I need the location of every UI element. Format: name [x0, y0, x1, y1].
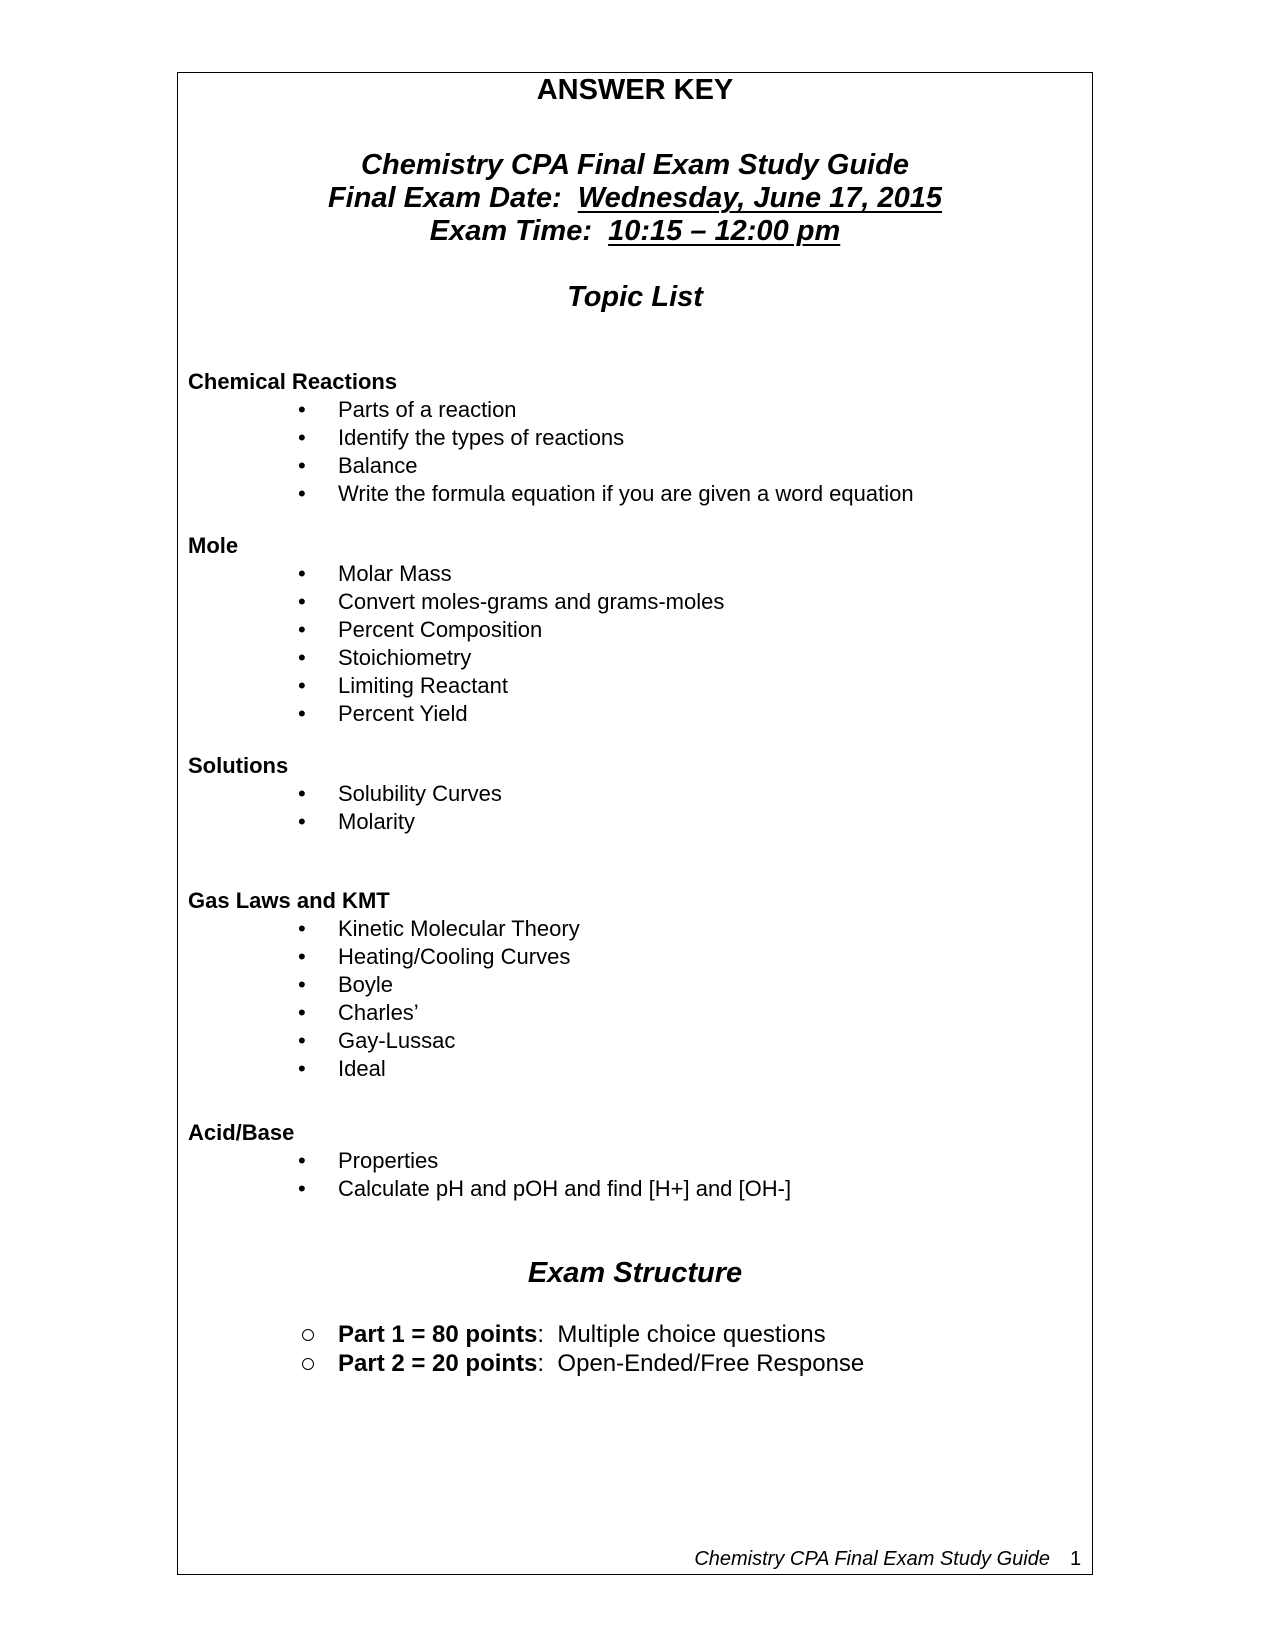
list-item: • Properties	[188, 1147, 1068, 1175]
list-item: • Identify the types of reactions	[188, 424, 1068, 452]
circle-bullet-icon	[302, 1329, 314, 1341]
part-description: Open-Ended/Free Response	[557, 1350, 865, 1377]
exam-time-line	[177, 215, 1093, 248]
list-item: • Gay-Lussac	[188, 1027, 1068, 1055]
exam-structure-heading: Exam Structure	[527, 1257, 743, 1289]
section-mole	[188, 532, 1068, 728]
section-title: Acid/Base	[188, 1120, 295, 1145]
list-item: • Heating/Cooling Curves	[188, 943, 1068, 971]
list-item: • Parts of a reaction	[188, 396, 1068, 424]
list-item: • Percent Yield	[188, 700, 1068, 728]
list-item: • Molar Mass	[188, 560, 1068, 588]
circle-bullet-icon	[302, 1358, 314, 1370]
topic-list	[188, 396, 1068, 508]
list-item: • Kinetic Molecular Theory	[188, 915, 1068, 943]
exam-date-label: Final Exam Date:	[327, 182, 562, 214]
answer-key-heading: ANSWER KEY	[536, 74, 734, 106]
topic-list	[188, 1147, 1068, 1203]
list-item: • Charles’	[188, 999, 1068, 1027]
list-item: • Stoichiometry	[188, 644, 1068, 672]
list-item: • Solubility Curves	[188, 780, 1068, 808]
section-chemical-reactions	[188, 368, 1068, 508]
exam-date-value: Wednesday, June 17, 2015	[577, 182, 943, 214]
list-item: • Percent Composition	[188, 616, 1068, 644]
part-description: Multiple choice questions	[557, 1321, 826, 1348]
part-label: Part 1 = 80 points	[338, 1321, 538, 1348]
list-item: • Convert moles-grams and grams-moles	[188, 588, 1068, 616]
list-item: • Balance	[188, 452, 1068, 480]
list-item: • Boyle	[188, 971, 1068, 999]
list-item: • Limiting Reactant	[188, 672, 1068, 700]
list-item: • Ideal	[188, 1055, 1068, 1083]
topic-list	[188, 560, 1068, 728]
exam-part-1: Part 1 = 80 points: Multiple choice questions	[298, 1320, 1078, 1349]
section-title: Solutions	[188, 753, 289, 778]
section-title: Gas Laws and KMT	[188, 888, 390, 913]
page-number: 1	[1070, 1548, 1082, 1570]
exam-parts-list	[298, 1320, 1078, 1378]
part-label: Part 2 = 20 points	[338, 1350, 538, 1377]
footer-title: Chemistry CPA Final Exam Study Guide	[694, 1548, 1050, 1570]
topic-list-heading: Topic List	[567, 281, 703, 313]
section-solutions	[188, 752, 1068, 836]
section-acid-base	[188, 1119, 1068, 1203]
exam-part-2: Part 2 = 20 points: Open-Ended/Free Response	[298, 1349, 1078, 1378]
list-item: • Molarity	[188, 808, 1068, 836]
exam-date-line	[177, 182, 1093, 215]
exam-time-value: 10:15 – 12:00 pm	[608, 215, 841, 247]
list-item: • Calculate pH and pOH and find [H+] and [OH-]	[188, 1175, 1068, 1203]
section-title: Chemical Reactions	[188, 369, 398, 394]
list-item: • Write the formula equation if you are given a word equation	[188, 480, 1068, 508]
exam-time-label: Exam Time:	[429, 215, 592, 247]
document-title: Chemistry CPA Final Exam Study Guide	[361, 149, 909, 181]
topic-list	[188, 780, 1068, 836]
topic-list	[188, 915, 1068, 1083]
section-title: Mole	[188, 533, 239, 558]
section-gas-laws	[188, 887, 1068, 1083]
